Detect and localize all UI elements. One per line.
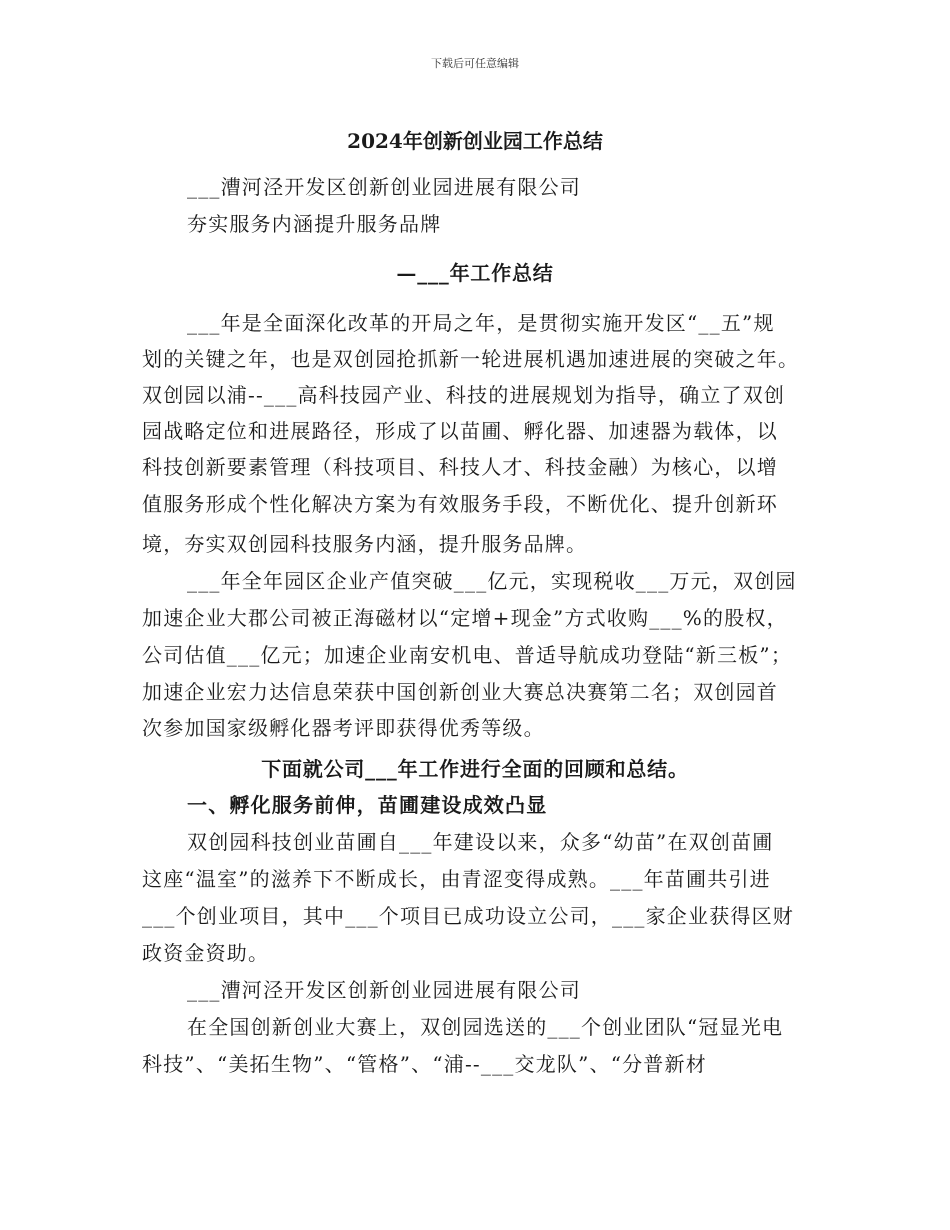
paragraph-line: 境，夯实双创园科技服务内涵，提升服务品牌。 <box>142 532 588 556</box>
paragraph-line: 双创园科技创业苗圃自___年建设以来，众多“幼苗”在双创苗圃 <box>187 830 774 854</box>
paragraph-line: 园战略定位和进展路径，形成了以苗圃、孵化器、加速器为载体，以 <box>142 419 778 443</box>
paragraph-line: 公司估值___亿元；加速企业南安机电、普适导航成功登陆“新三板”； <box>142 643 793 667</box>
paragraph-line: 双创园以浦--___高科技园产业、科技的进展规划为指导，确立了双创 <box>142 383 786 407</box>
paragraph-line: 科技”、“美拓生物”、“管格”、“浦--___交龙队”、“分普新材 <box>142 1052 707 1076</box>
paragraph-line: 加速企业大郡公司被正海磁材以“定增+现金”方式收购___%的股权， <box>142 606 788 630</box>
paragraph-line: ___个创业项目，其中___个项目已成功设立公司，___家企业获得区财 <box>142 904 794 928</box>
section-heading: —___年工作总结 <box>396 261 554 285</box>
section-heading-1: 一、孵化服务前伸，苗圃建设成效凸显 <box>187 793 548 817</box>
header-note: 下载后可任意编辑 <box>431 57 519 70</box>
paragraph-line: 这座“温室”的滋养下不断成长，由青涩变得成熟。___年苗圃共引进 <box>142 867 771 891</box>
paragraph-line: ___年是全面深化改革的开局之年，是贯彻实施开发区“__五”规 <box>187 311 775 335</box>
paragraph-line: 值服务形成个性化解决方案为有效服务手段，不断优化、提升创新环 <box>142 492 778 516</box>
paragraph-line: ___年全年园区企业产值突破___亿元，实现税收___万元，双创园 <box>187 569 797 593</box>
paragraph-line: 在全国创新创业大赛上，双创园选送的___个创业团队“冠显光电 <box>187 1015 784 1039</box>
paragraph-line: 次参加国家级孵化器考评即获得优秀等级。 <box>142 716 545 740</box>
summary-heading: 下面就公司___年工作进行全面的回顾和总结。 <box>261 757 689 781</box>
paragraph-line: 加速企业宏力达信息荣获中国创新创业大赛总决赛第二名；双创园首 <box>142 680 778 704</box>
paragraph-line: 划的关键之年，也是双创园抢抓新一轮进展机遇加速进展的突破之年。 <box>142 347 800 371</box>
company-line: ___漕河泾开发区创新创业园进展有限公司 <box>187 175 581 199</box>
company-line: ___漕河泾开发区创新创业园进展有限公司 <box>187 978 581 1002</box>
document-title: 2024年创新创业园工作总结 <box>347 129 603 153</box>
paragraph-line: 政资金资助。 <box>142 941 270 965</box>
paragraph-line: 科技创新要素管理（科技项目、科技人才、科技金融）为核心，以增 <box>142 455 778 479</box>
subtitle-line: 夯实服务内涵提升服务品牌 <box>187 212 442 236</box>
